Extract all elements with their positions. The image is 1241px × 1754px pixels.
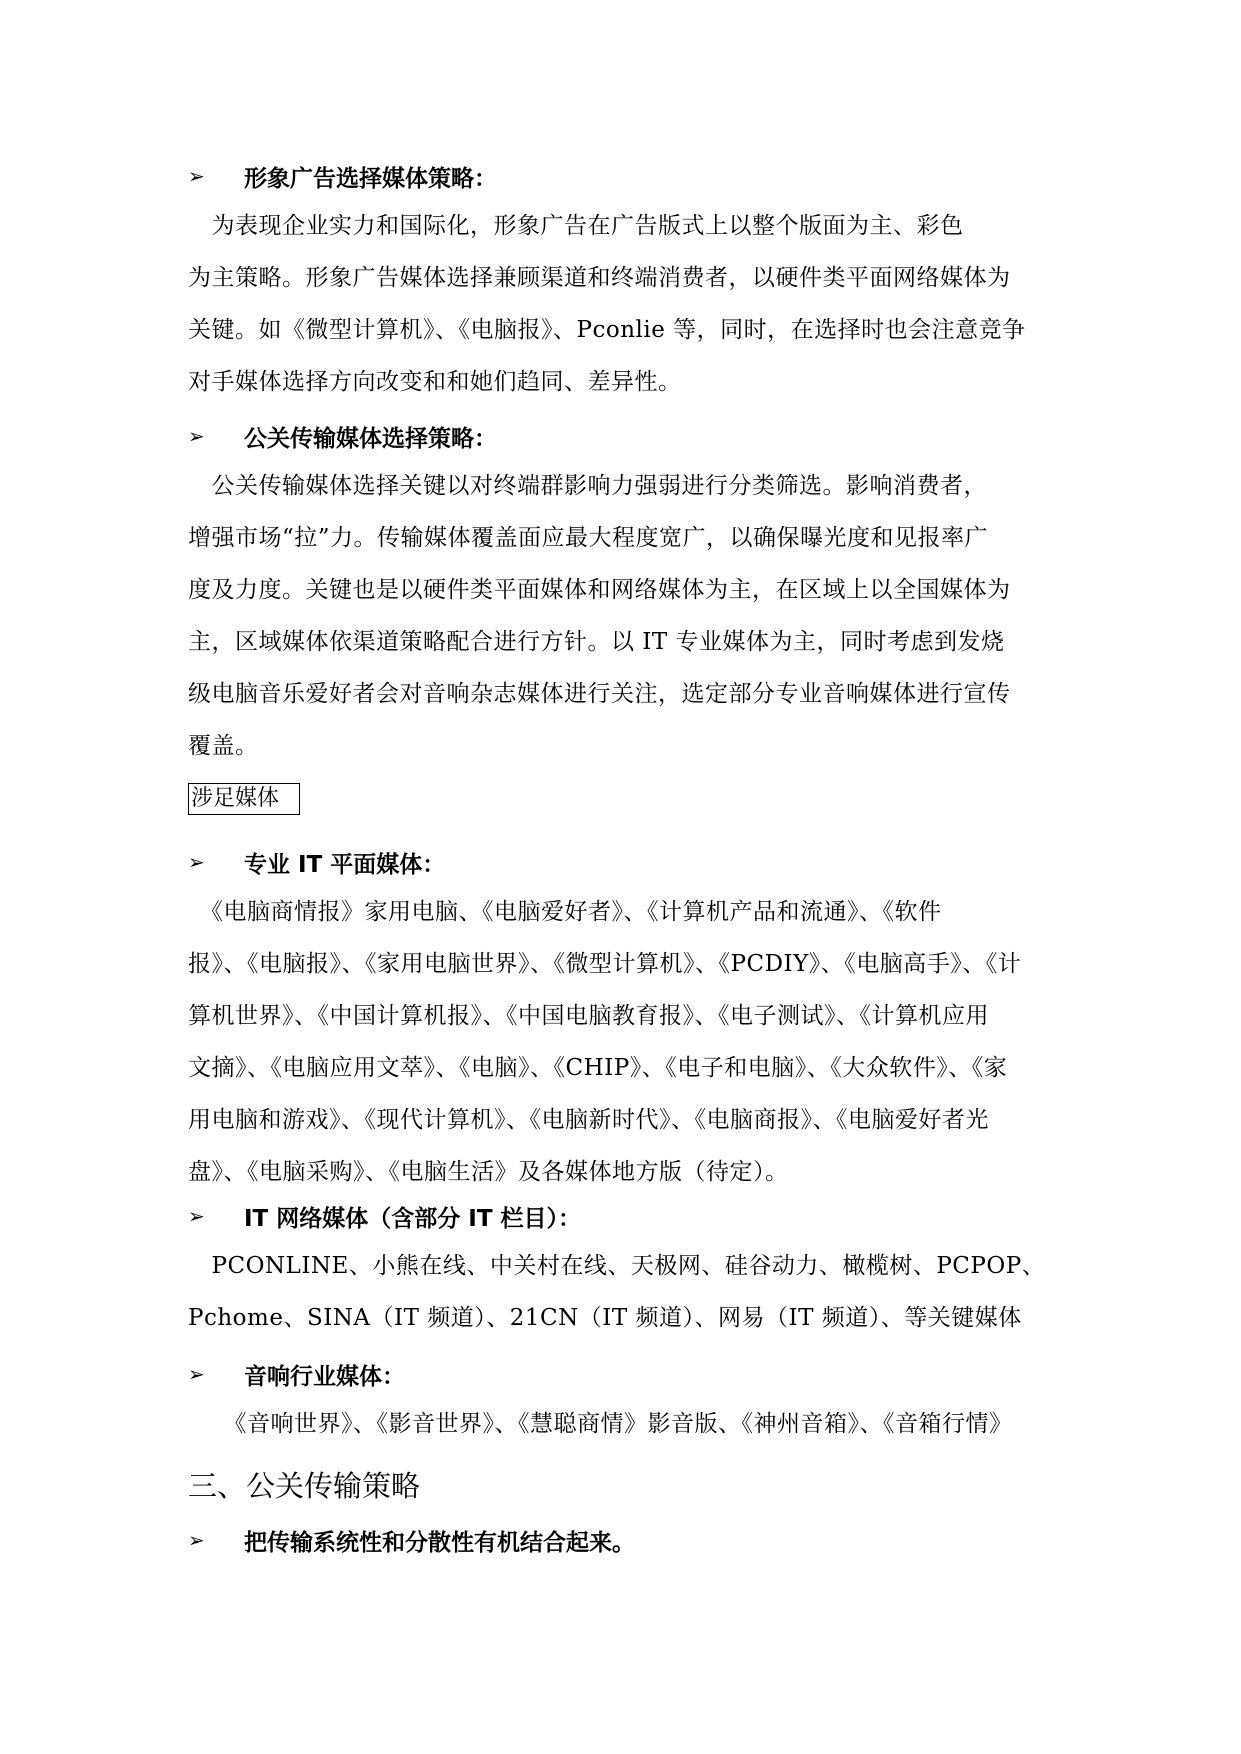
paragraph-line: 盘》、《电脑采购》、《电脑生活》及各媒体地方版（待定）。 [188,1159,789,1185]
heading-text: 专业 IT 平面媒体： [244,851,446,878]
involved-media-label: 涉足媒体 [188,783,300,815]
paragraph-line: 增强市场“拉”力。传输媒体覆盖面应最大程度宽广，以确保曝光度和见报率广 [188,525,989,551]
paragraph-line: 主，区域媒体依渠道策略配合进行方针。以 IT 专业媒体为主，同时考虑到发烧 [188,629,1005,655]
heading-text: IT 网络媒体（含部分 IT 栏目）： [244,1205,582,1232]
heading-text: 形象广告选择媒体策略： [244,165,497,192]
paragraph-line: PCONLINE、小熊在线、中关村在线、天极网、硅谷动力、橄榄树、PCPOP、 [188,1253,1046,1279]
arrow-bullet-icon: ➢ [188,164,205,188]
paragraph-line: 《电脑商情报》家用电脑、《电脑爱好者》、《计算机产品和流通》、《软件 [188,899,942,925]
paragraph-line: 对手媒体选择方向改变和和她们趋同、差异性。 [188,369,682,395]
arrow-bullet-icon: ➢ [188,1362,205,1386]
paragraph-line: 度及力度。关键也是以硬件类平面媒体和网络媒体为主，在区域上以全国媒体为 [188,577,1011,603]
arrow-bullet-icon: ➢ [188,1528,205,1552]
paragraph-pr-media [188,460,1058,772]
heading-it-web-media [188,1196,1068,1236]
paragraph-line: Pchome、SINA（IT 频道）、21CN（IT 频道）、网易（IT 频道）、等关键媒体 [188,1305,1022,1331]
heading-image-ad [188,156,1068,196]
arrow-bullet-icon: ➢ [188,1204,205,1228]
paragraph-line: 为表现企业实力和国际化，形象广告在广告版式上以整个版面为主、彩色 [188,213,964,239]
paragraph-audio-media [188,1398,1058,1450]
paragraph-line: 《音响世界》、《影音世界》、《慧聪商情》影音版、《神州音箱》、《音箱行情》 [188,1411,1013,1437]
paragraph-line: 报》、《电脑报》、《家用电脑世界》、《微型计算机》、《PCDIY》、《电脑高手》、《计 [188,951,1022,977]
heading-text: 公关传输媒体选择策略： [244,425,497,452]
section-three-title: 三、公关传输策略 [188,1469,421,1503]
arrow-bullet-icon: ➢ [188,424,205,448]
paragraph-line: 公关传输媒体选择关键以对终端群影响力强弱进行分类筛选。影响消费者， [188,473,987,499]
heading-audio-media [188,1354,1068,1394]
paragraph-line: 为主策略。形象广告媒体选择兼顾渠道和终端消费者，以硬件类平面网络媒体为 [188,265,1011,291]
heading-text: 把传输系统性和分散性有机结合起来。 [244,1529,635,1556]
paragraph-it-web-media [188,1240,1058,1344]
paragraph-line: 覆盖。 [188,733,259,759]
paragraph-line: 算机世界》、《中国计算机报》、《中国电脑教育报》、《电子测试》、《计算机应用 [188,1003,989,1029]
heading-it-print-media [188,842,1068,882]
paragraph-it-print-media [188,886,1058,1198]
heading-text: 音响行业媒体： [244,1363,405,1390]
paragraph-image-ad [188,200,1058,408]
arrow-bullet-icon: ➢ [188,850,205,874]
paragraph-line: 用电脑和游戏》、《现代计算机》、《电脑新时代》、《电脑商报》、《电脑爱好者光 [188,1107,989,1133]
paragraph-line: 文摘》、《电脑应用文萃》、《电脑》、《CHIP》、《电子和电脑》、《大众软件》、《家 [188,1055,1008,1081]
paragraph-line: 关键。如《微型计算机》、《电脑报》、Pconlie 等，同时，在选择时也会注意竞争 [188,317,1026,343]
heading-pr-media [188,416,1068,456]
heading-last [188,1520,1068,1560]
paragraph-line: 级电脑音乐爱好者会对音响杂志媒体进行关注，选定部分专业音响媒体进行宣传 [188,681,1011,707]
